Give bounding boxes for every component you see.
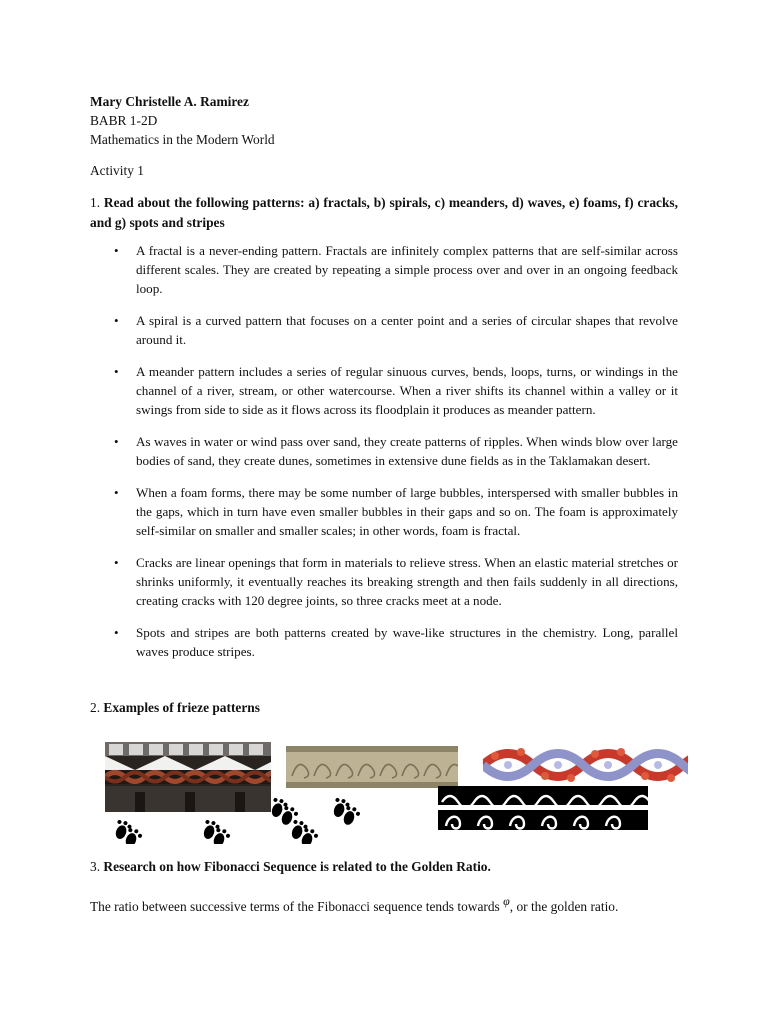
footprints-frieze-image [105,796,375,844]
bullet-icon: • [114,243,119,258]
phi-symbol: φ [503,894,510,908]
question-3-number: 3. [90,859,101,874]
question-1-number: 1. [90,195,101,210]
question-3-prompt: Research on how Fibonacci Sequence is related to the Golden Ratio. [103,859,491,874]
section-code: BABR 1-2D [90,113,158,128]
question-2 [90,699,260,717]
course-title: Mathematics in the Modern World [90,132,275,147]
question-2-number: 2. [90,700,101,715]
question-3-answer [90,894,619,916]
bullet-icon: • [114,433,119,449]
list-item-spots-stripes: • Spots and stripes are both patterns created by wave-like structures in the chemistry. Long, parallel waves produce stripes. [114,624,678,659]
list-item-foam: • When a foam forms, there may be some number of large bubbles, interspersed with smaller bubbles in the gaps, which in turn have even smaller bubbles in their gaps and so on. The foam is approximately self-similar on smaller and smaller scales; in other words, foam is fractal. [114,484,678,538]
bullet-icon: • [114,363,119,379]
list-item-spiral: • A spiral is a curved pattern that focuses on a center point and a series of circular shapes that revolve around it. [114,313,678,348]
question-1-prompt: Read about the following patterns: a) fractals, b) spirals, c) meanders, d) waves, e) foams, f) cracks, and g) spots and stripes [90,195,678,230]
bullet-icon: • [114,554,119,570]
dna-helix-image [483,742,688,788]
list-item-waves: • As waves in water or wind pass over sand, they create patterns of ripples. When winds blow over large bodies of sand, they create dunes, sometimes in extensive dune fields as in the Taklamakan desert. [114,433,678,468]
tribal-band-frieze-image [438,786,648,830]
list-item-fractal: • A fractal is a never-ending pattern. Fractals are infinitely complex patterns that are self-similar across different scales. They are created by repeating a simple process over and over in an ongoing feedback loop. [114,243,678,297]
activity-title: Activity 1 [90,163,144,178]
question-3 [90,858,491,876]
list-item-meander: • A meander pattern includes a series of regular sinuous curves, bends, loops, turns, or windings in the channel of a river, stream, or other watercourse. When a river shifts its channel within a valley or it swings from side to side as it flows across its floodplain it produces as meander pattern. [114,363,678,418]
list-item-cracks: • Cracks are linear openings that form in materials to relieve stress. When an elastic material stretches or shrinks uniformly, it eventually reaches its breaking strength and then fails suddenly in all directions, creating cracks with 120 degree joints, so three cracks meet at a node. [114,554,678,608]
question-2-prompt: Examples of frieze patterns [103,700,260,715]
bullet-icon: • [114,313,119,328]
bullet-icon: • [114,624,119,640]
question-1 [90,193,678,233]
answer-text-after: , or the golden ratio. [509,899,619,914]
stone-frieze-image [286,746,458,788]
answer-text-before: The ratio between successive terms of the Fibonacci sequence tends towards [90,899,504,914]
bullet-icon: • [114,484,119,500]
pattern-definitions-list [90,241,678,673]
author-name: Mary Christelle A. Ramirez [90,94,249,109]
